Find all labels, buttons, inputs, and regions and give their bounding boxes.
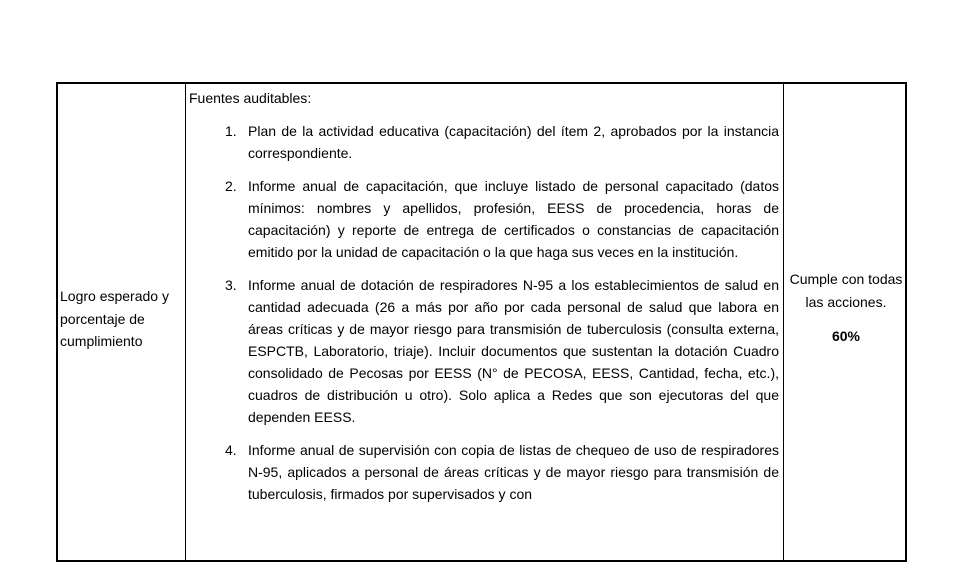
item-number: 2. bbox=[225, 178, 237, 194]
sources-title bbox=[189, 89, 311, 107]
list-item bbox=[189, 274, 779, 428]
item-text: Informe anual de capacitación, que incluye listado de personal capacitado (datos mínimos: nombres y apellidos, profesión, EESS de procedencia, horas de capacitación) y reporte de entrega de certificados o constancias de capacitación emitido por la unidad de capacitación o la que haga sus veces en la institución. bbox=[248, 178, 779, 260]
percentage-value: 60% bbox=[831, 328, 861, 344]
item-number: 1. bbox=[225, 123, 237, 139]
item-text: Informe anual de dotación de respiradores N-95 a los establecimientos de salud en cantidad adecuada (26 a más por año por cada personal de salud que labora en áreas críticas y de mayor riesgo para transmisión de tuberculosis (consulta externa, ESPCTB, Laboratorio, triaje). Incluir documentos que sustentan la dotación Cuadro consolidado de Pecosas por EESS (N° de PECOSA, EESS, Cantidad, fecha, etc.), cuadros de distribución u otro). Solo aplica a Redes que son ejecutoras del que dependen EESS. bbox=[248, 277, 779, 425]
item-text: Informe anual de supervisión con copia de listas de chequeo de uso de respiradores N-95, aplicados a personal de áreas críticas y de mayor riesgo para transmisión de tuberculosis, firmados por supervisados y con bbox=[248, 442, 779, 502]
status-cell bbox=[785, 268, 907, 348]
sources-title-colon: : bbox=[307, 90, 312, 106]
list-item bbox=[189, 439, 779, 505]
item-text: Plan de la actividad educativa (capacitación) del ítem 2, aprobados por la instancia correspondiente. bbox=[248, 123, 779, 161]
list-item bbox=[189, 120, 779, 164]
sources-title-text: Fuentes auditables bbox=[189, 90, 308, 106]
column-divider bbox=[185, 84, 186, 560]
list-item bbox=[189, 175, 779, 263]
criteria-table bbox=[56, 82, 907, 562]
column-divider bbox=[783, 84, 784, 560]
item-number: 4. bbox=[225, 442, 237, 458]
sources-list bbox=[189, 120, 779, 516]
item-number: 3. bbox=[225, 277, 237, 293]
criteria-label: Logro esperado y porcentaje de cumplimiento bbox=[60, 288, 169, 349]
status-text: Cumple con todas las acciones. bbox=[789, 271, 903, 310]
